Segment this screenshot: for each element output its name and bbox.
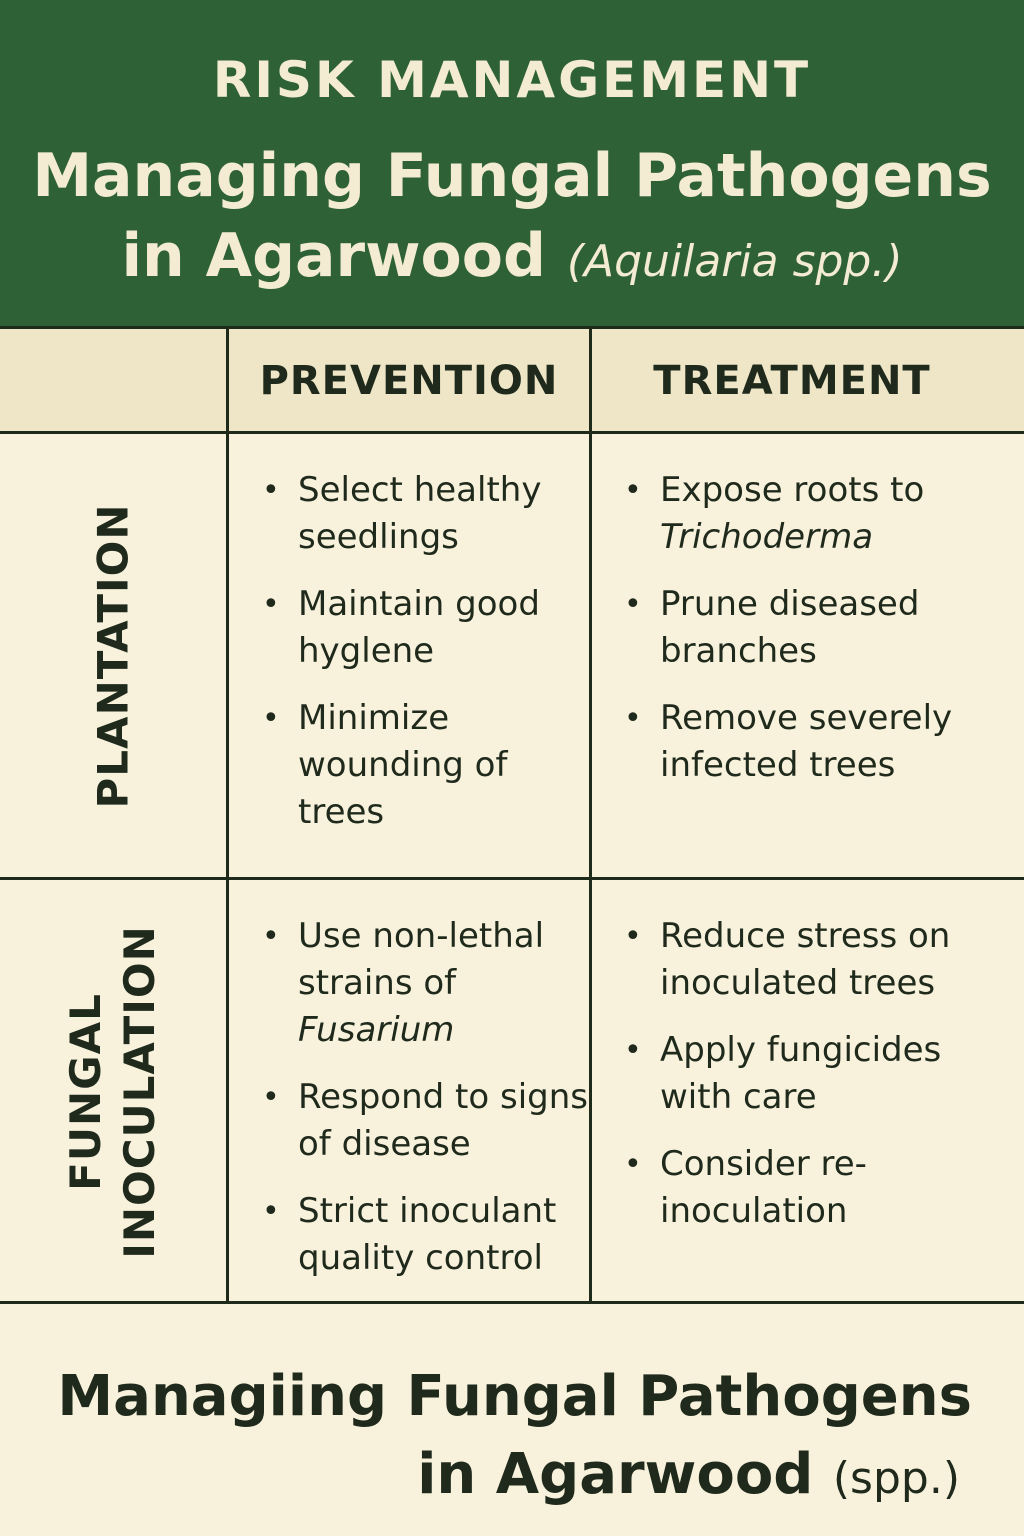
title-line-2 (0, 216, 1024, 302)
list-item-text: Maintain good hyglene (298, 584, 540, 671)
page-title (0, 136, 1024, 302)
column-header-treatment: TREATMENT (653, 358, 931, 404)
footer-caption (0, 1304, 1024, 1536)
list-item-italic-term: Fusarium (298, 1010, 455, 1050)
list-item-italic-term: Trichoderma (660, 517, 874, 557)
header-banner (0, 0, 1024, 326)
list-item-text: Strict inoculant quality control (298, 1191, 557, 1278)
footer-line-2 (417, 1438, 960, 1516)
row-header-fungal-inoculation (0, 880, 226, 1304)
row-label-fungal-inoculation (59, 925, 167, 1259)
title-line-1: Managing Fungal Pathogens (32, 141, 992, 211)
list-item-text: Minimize wounding of trees (298, 698, 508, 832)
kicker-label: RISK MANAGEMENT (212, 51, 812, 109)
list-item (258, 581, 583, 675)
list-item (258, 1074, 588, 1168)
list-item (620, 1141, 1005, 1235)
footer-line-1: Managiing Fungal Pathogens (57, 1364, 972, 1429)
list-item (620, 1027, 1005, 1121)
list-item-text: Consider re-inoculation (660, 1144, 867, 1231)
list-item-text: Select healthy seedlings (298, 470, 542, 557)
row-header-plantation (0, 434, 226, 877)
risk-table (0, 326, 1024, 1304)
list-item-text: Reduce stress on inoculated trees (660, 916, 951, 1003)
list-item-text: Remove severely infected trees (660, 698, 953, 785)
title-line-2-text: in Agarwood (121, 221, 546, 291)
cell-plantation-treatment (620, 467, 1005, 809)
list-item (258, 913, 588, 1054)
footer-line-2-text: in Agarwood (417, 1442, 814, 1507)
treatment-list (620, 913, 1005, 1235)
list-item (258, 695, 583, 836)
list-item (258, 1188, 588, 1282)
column-header-prevention: PREVENTION (259, 358, 559, 404)
cell-plantation-prevention (258, 467, 583, 856)
list-item-text: Expose roots to (660, 470, 925, 510)
list-item-text: Use non-lethal strains of (298, 916, 545, 1003)
prevention-list (258, 467, 583, 836)
cell-inoculation-prevention (258, 913, 588, 1302)
cell-inoculation-treatment (620, 913, 1005, 1255)
column-divider-1 (226, 329, 229, 1301)
list-item-text: Apply fungicides with care (660, 1030, 942, 1117)
list-item (620, 913, 1005, 1007)
title-species: (Aquilaria spp.) (566, 236, 903, 287)
list-item (620, 695, 1005, 789)
prevention-list (258, 913, 588, 1282)
row-label-plantation (86, 503, 140, 808)
list-item (620, 467, 1005, 561)
list-item (258, 467, 583, 561)
footer-spp: (spp.) (832, 1453, 960, 1504)
row-label-line: INOCULATION (115, 925, 165, 1259)
treatment-list (620, 467, 1005, 789)
column-divider-2 (589, 329, 592, 1301)
list-item (620, 581, 1005, 675)
list-item-text: Prune diseased branches (660, 584, 920, 671)
list-item-text: Respond to signs of disease (298, 1077, 588, 1164)
row-label-line: FUNGAL (61, 993, 111, 1191)
row-label-line: PLANTATION (88, 503, 137, 808)
